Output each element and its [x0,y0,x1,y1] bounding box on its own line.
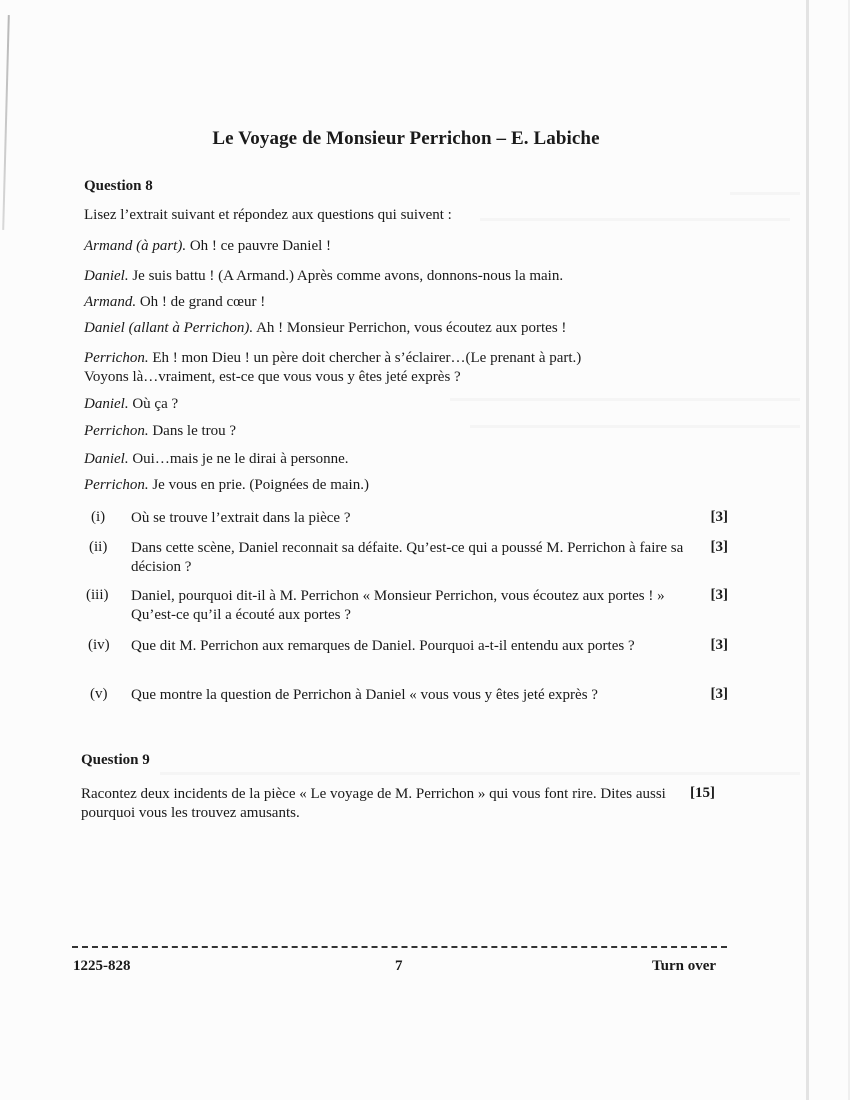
sub-question-text: Où se trouve l’extrait dans la pièce ? [131,510,351,526]
speaker-name: Perrichon. [84,477,149,493]
turn-over-label: Turn over [652,958,717,974]
scan-edge-left [2,15,10,230]
sub-question-text: Daniel, pourquoi dit-il à M. Perrichon « Monsieur Perrichon, vous écoutez aux portes ! » Qu’est-ce qu’il a écouté aux portes ? [131,588,665,623]
scan-edge-right [806,0,809,1100]
dialogue-text: Où ça ? [128,396,179,412]
speaker-name: Perrichon. [84,350,149,366]
dialogue-text: Oui…mais je ne le dirai à personne. [128,451,349,467]
footer-divider [72,946,727,948]
extract-line [84,320,566,337]
extract-line [84,477,369,494]
bleed-through-artifact [160,772,800,775]
bleed-through-artifact [450,398,800,401]
question-9-marks: [15] [690,785,715,801]
extract-line-continuation: Voyons là…vraiment, est-ce que vous vous y êtes jeté exprès ? [84,369,461,385]
sub-question-marks: [3] [710,539,728,555]
extract-line [84,396,178,413]
extract-line [84,350,581,367]
extract-line [84,238,331,255]
speaker-name: Armand (à part). [84,238,187,254]
document-title: Le Voyage de Monsieur Perrichon – E. Labiche [212,128,600,149]
dialogue-text: Je vous en prie. (Poignées de main.) [148,477,369,493]
extract-line [84,268,563,285]
bleed-through-artifact [480,218,790,221]
sub-question-marks: [3] [710,509,728,525]
speaker-name: Armand. [84,294,137,310]
sub-question-text: Que montre la question de Perrichon à Daniel « vous vous y êtes jeté exprès ? [131,687,598,703]
extract-line [84,423,236,440]
question-8-heading: Question 8 [84,178,153,194]
speaker-name: Daniel. [84,268,129,284]
question-9-heading: Question 9 [81,752,150,768]
extract-line [84,451,349,468]
speaker-name: Daniel (allant à Perrichon). [84,320,254,336]
bleed-through-artifact [470,425,800,428]
bleed-through-artifact [730,192,800,195]
sub-question-marks: [3] [710,686,728,702]
dialogue-text: Je suis battu ! (A Armand.) Après comme avons, donnons-nous la main. [128,268,564,284]
dialogue-text: Oh ! ce pauvre Daniel ! [186,238,332,254]
speaker-name: Daniel. [84,396,129,412]
sub-question-marks: [3] [710,637,728,653]
extract-line [84,294,265,311]
sub-question-number: (v) [90,686,108,702]
sub-question-number: (iv) [88,637,110,653]
sub-question-number: (i) [91,509,106,525]
dialogue-text: Eh ! mon Dieu ! un père doit chercher à s’éclairer…(Le prenant à part.) [148,350,582,366]
dialogue-text: Ah ! Monsieur Perrichon, vous écoutez aux portes ! [253,320,567,336]
dialogue-text: Oh ! de grand cœur ! [136,294,266,310]
speaker-name: Daniel. [84,451,129,467]
page-number: 7 [395,958,403,974]
sub-question-text: Que dit M. Perrichon aux remarques de Daniel. Pourquoi a-t-il entendu aux portes ? [131,638,635,654]
speaker-name: Perrichon. [84,423,149,439]
question-8-instruction: Lisez l’extrait suivant et répondez aux questions qui suivent : [84,207,452,223]
question-9-text: Racontez deux incidents de la pièce « Le voyage de M. Perrichon » qui vous font rire. Dites aussi pourquoi vous les trouvez amusants. [81,786,666,821]
sub-question-number: (ii) [89,539,108,555]
sub-question-marks: [3] [710,587,728,603]
dialogue-text: Dans le trou ? [148,423,237,439]
paper-code: 1225-828 [73,958,131,974]
sub-question-text: Dans cette scène, Daniel reconnait sa défaite. Qu’est-ce qui a poussé M. Perrichon à faire sa décision ? [131,540,684,575]
sub-question-number: (iii) [86,587,109,603]
